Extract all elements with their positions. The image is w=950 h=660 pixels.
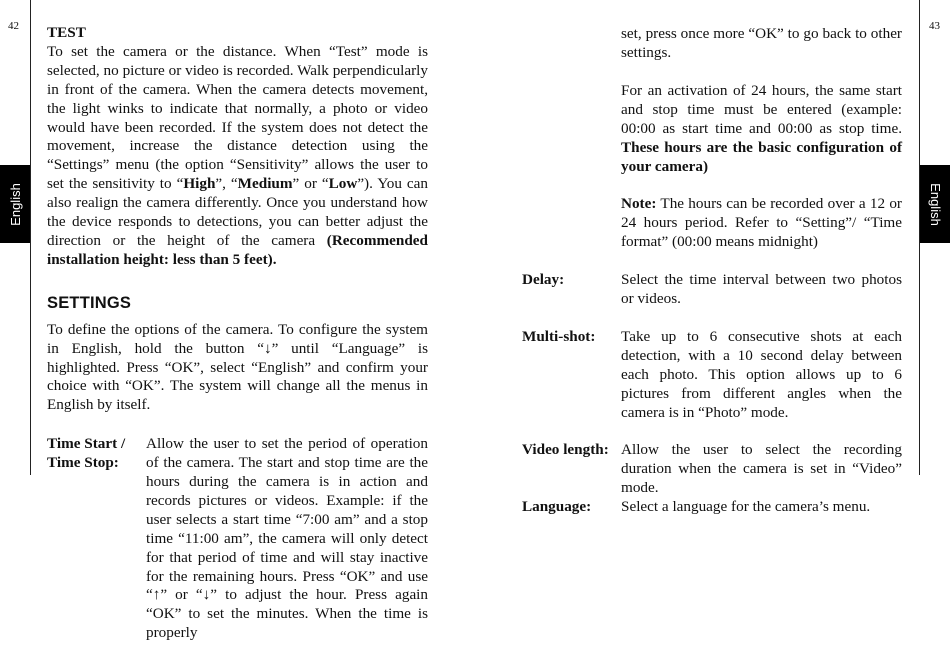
settings-intro: To define the options of the camera. To configure the system in English, hold the button “↓” until “Language” is highlighted. Press “OK”, select “English” and confirm your choice with “OK”. The system will change all the menus in English by itself. [47, 320, 428, 414]
time-24h-text: For an activation of 24 hours, the same start and stop time must be entered (example: 00:00 as start time and 00:00 as stop time. [621, 82, 902, 137]
time-start-continued: set, press once more “OK” to go back to other settings. [621, 25, 902, 61]
sensitivity-low: Low [328, 175, 358, 193]
note-text: The hours can be recorded over a 12 or 24 hours period. Refer to “Setting”/ “Time format” (00:00 means midnight) [621, 195, 902, 250]
page-number-left: 42 [8, 20, 19, 32]
sensitivity-sep1: ”, “ [215, 175, 238, 193]
multishot-label: Multi-shot: [522, 328, 596, 345]
language-label: Language: [522, 498, 592, 515]
left-page-column [47, 24, 428, 643]
video-length-label: Video length: [522, 441, 609, 458]
multishot-text: Take up to 6 consecutive shots at each detection, with a 10 second delay between each photo. This option allows up to 6 pictures from different angles when the camera is in “Photo” mode. [621, 328, 902, 421]
left-margin-rule [30, 0, 31, 475]
language-text: Select a language for the camera’s menu. [621, 498, 871, 515]
sensitivity-high: High [183, 175, 216, 193]
test-heading: TEST [47, 24, 86, 41]
delay-text: Select the time interval between two photos or videos. [621, 271, 902, 307]
language-tab-left-label: English [7, 182, 23, 226]
video-length-text: Allow the user to select the recording duration when the camera is set in “Video” mode. [621, 441, 902, 496]
sensitivity-medium: Medium [237, 175, 293, 193]
time-start-label [47, 435, 146, 643]
language-tab-left [0, 165, 30, 243]
time-start-text: Allow the user to set the period of operation of the camera. The start and stop time are the hours during the camera is in action and records pictures or videos. Example: if the user selects a start time “7:00 am” and a stop time “11:00 am”, the camera will only detect for that period of time and will stay inactive for the remaining hours. Press “OK” and use “↑” or “↓” to adjust the hour. Press again “OK” to set the minutes. When the time is properly [146, 435, 428, 642]
sensitivity-sep2: ” or “ [292, 175, 329, 193]
time-start-definition [47, 435, 428, 643]
page-number-right: 43 [929, 20, 940, 32]
test-text-tail: ”). You can also realign the camera differently. Once you understand how the device responds to detections, you can better adjust the direction or the height of the camera [47, 175, 429, 249]
time-start-label-line2: Time Stop: [47, 454, 119, 472]
language-tab-right [920, 165, 950, 243]
note-label: Note: [621, 195, 657, 212]
time-24h-bold: These hours are the basic configuration of your camera) [621, 138, 902, 175]
recommended-height: (Recommended installation height: less than 5 feet). [47, 231, 428, 268]
time-note [621, 195, 902, 252]
test-text: To set the camera or the distance. When “Test” mode is selected, no picture or video is recorded. Walk perpendicularly in front of the camera. When the camera detects movement, the light winks to indicate that normally, a photo or video would have been recorded. If the system does not detect the movement, increase the distance detection using the “Settings” menu (the option “Sensitivity” allows the user to set the sensitivity to “ [47, 42, 428, 193]
delay-label: Delay: [522, 271, 565, 288]
language-tab-right-label: English [927, 182, 943, 226]
settings-heading: SETTINGS [47, 293, 132, 312]
time-start-label-line1: Time Start / [47, 435, 126, 453]
time-24h-paragraph [621, 82, 902, 177]
test-paragraph [47, 43, 428, 270]
